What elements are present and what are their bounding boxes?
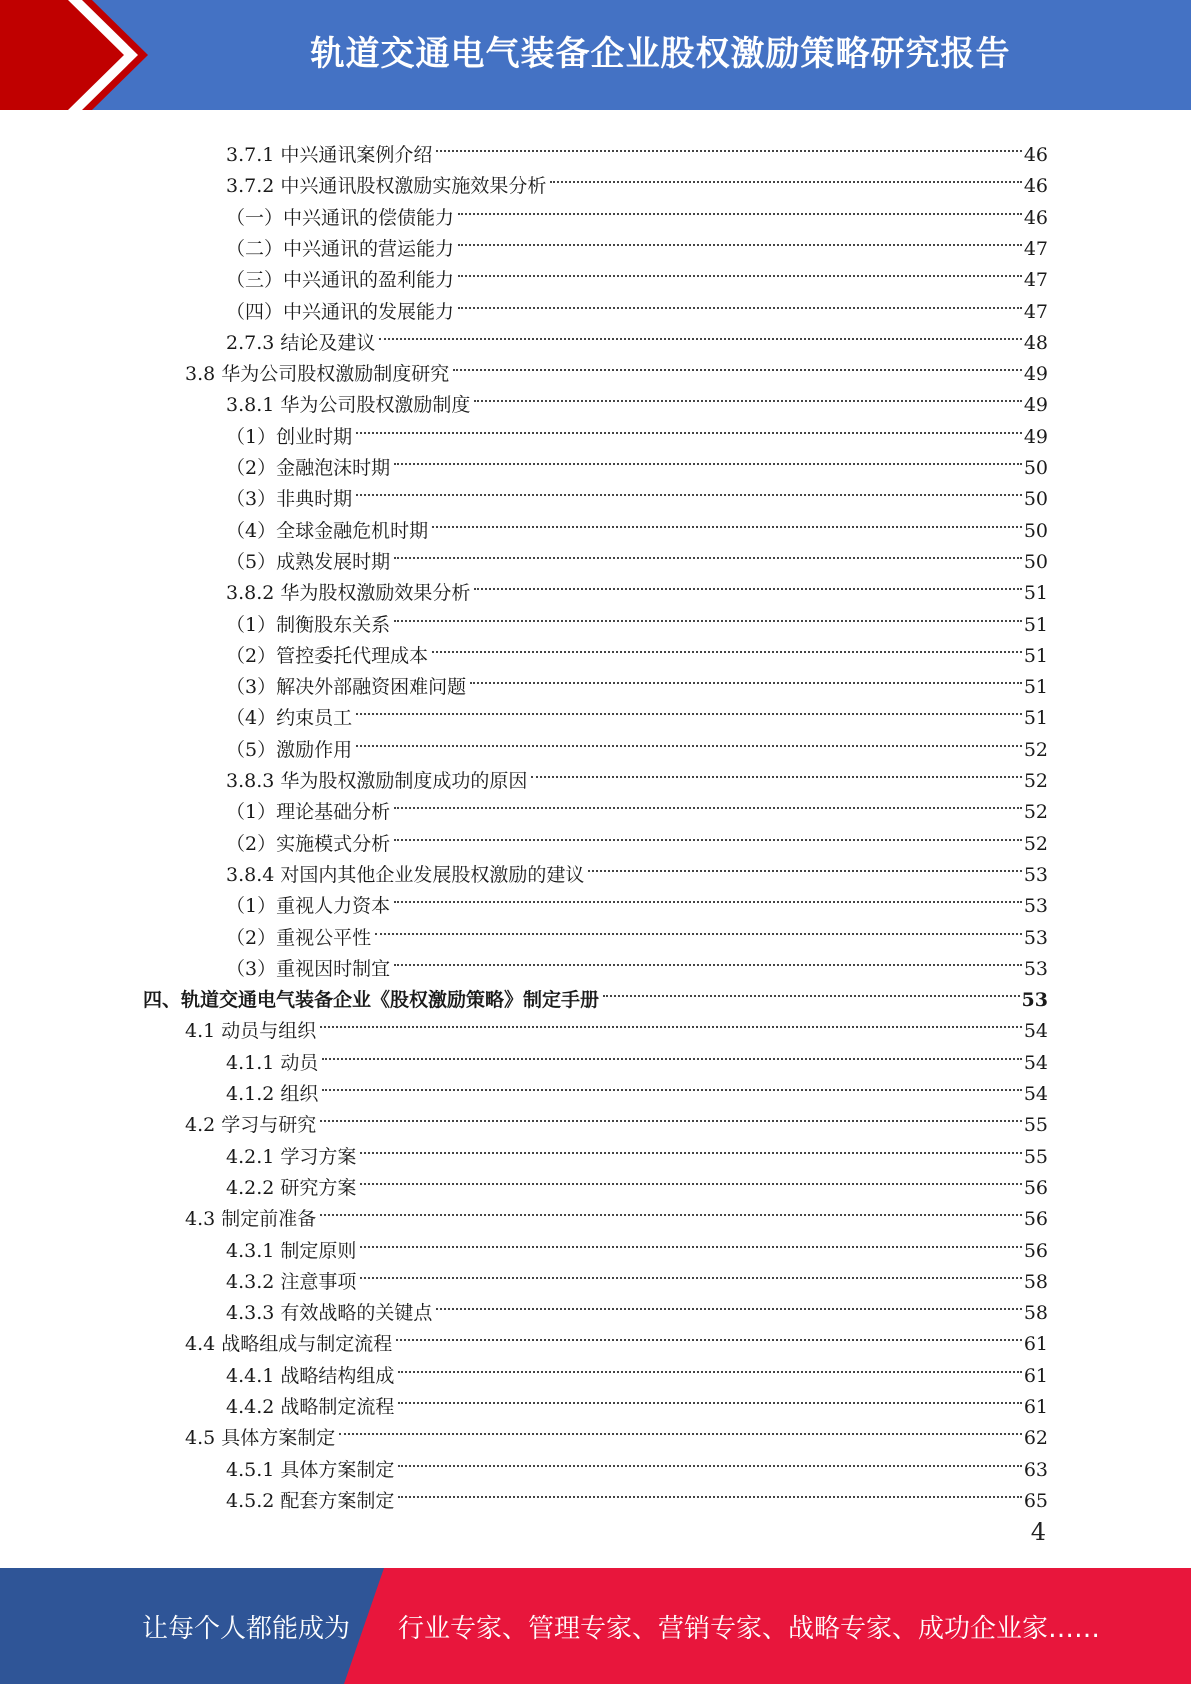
toc-entry-page: 63 xyxy=(1023,1458,1048,1481)
toc-entry-page: 56 xyxy=(1023,1239,1048,1262)
toc-entry-label: 4.1 动员与组织 xyxy=(185,1020,317,1043)
dot-leader xyxy=(436,1277,1021,1310)
dot-leader xyxy=(396,1308,1022,1341)
toc-entry-page: 49 xyxy=(1023,363,1048,386)
toc-entry-label: 3.8.1 华为公司股权激励制度 xyxy=(226,394,471,417)
toc-entry-label: 4.3 制定前准备 xyxy=(185,1208,317,1231)
toc-entry-page: 52 xyxy=(1023,801,1048,824)
toc-entry-label: （3）重视因时制宜 xyxy=(226,957,391,980)
dot-leader xyxy=(550,150,1021,183)
dot-leader xyxy=(458,244,1022,277)
toc-entry-label: 4.2.2 研究方案 xyxy=(226,1176,357,1199)
dot-leader xyxy=(398,1371,1021,1404)
toc-entry-page: 51 xyxy=(1023,707,1048,730)
dot-leader xyxy=(360,1152,1021,1185)
dot-leader xyxy=(531,745,1021,778)
toc-entry-page: 65 xyxy=(1023,1489,1048,1512)
page-number: 4 xyxy=(1030,1518,1046,1546)
toc-entry-label: 4.4.2 战略制定流程 xyxy=(226,1396,395,1418)
dot-leader xyxy=(394,808,1022,841)
dot-leader xyxy=(375,902,1022,935)
toc-entry-page: 61 xyxy=(1023,1364,1048,1387)
dot-leader xyxy=(379,307,1021,340)
toc-entry-page: 50 xyxy=(1023,550,1048,573)
toc-entry-label: 3.8.2 华为股权激励效果分析 xyxy=(226,582,471,605)
dot-leader xyxy=(458,182,1022,215)
dot-leader xyxy=(320,1183,1022,1216)
report-title: 轨道交通电气装备企业股权激励策略研究报告 xyxy=(310,34,1011,74)
toc-entry-label: （5）成熟发展时期 xyxy=(226,550,391,573)
toc-entry-page: 61 xyxy=(1023,1333,1048,1356)
footer-slogan-left: 让每个人都能成为 xyxy=(142,1614,351,1644)
toc-entry-page: 52 xyxy=(1023,832,1048,855)
toc-entry-page: 50 xyxy=(1023,457,1048,479)
toc-entry-label: （1）制衡股东关系 xyxy=(226,613,391,636)
toc-entry-page: 52 xyxy=(1023,738,1048,761)
toc-entry-page: 51 xyxy=(1023,644,1048,667)
toc-entry-label: （4）约束员工 xyxy=(226,707,353,730)
toc-entry-label: （2）重视公平性 xyxy=(226,926,372,949)
toc-entry-label: 4.2.1 学习方案 xyxy=(226,1145,357,1168)
toc-entry-label: 4.3.3 有效战略的关键点 xyxy=(226,1302,433,1325)
toc-entry-label: 4.1.1 动员 xyxy=(226,1051,319,1074)
dot-leader xyxy=(320,1089,1022,1122)
toc-entry-page: 53 xyxy=(1021,989,1048,1012)
dot-leader xyxy=(432,620,1022,653)
dot-leader xyxy=(356,401,1022,434)
dot-leader xyxy=(453,338,1022,371)
toc-entry-label: 4.2 学习与研究 xyxy=(185,1114,317,1137)
toc-entry-page: 61 xyxy=(1023,1396,1048,1418)
toc-entry-label: 2.7.3 结论及建议 xyxy=(226,331,376,354)
toc-entry-page: 54 xyxy=(1023,1020,1048,1043)
dot-leader xyxy=(436,119,1021,152)
toc-entry-page: 46 xyxy=(1023,206,1048,229)
toc-entry-page: 58 xyxy=(1023,1302,1048,1325)
toc-entry-label: 四、轨道交通电气装备企业《股权激励策略》制定手册 xyxy=(143,989,600,1012)
toc-entry-page: 48 xyxy=(1023,331,1048,354)
toc-entry-label: 3.8 华为公司股权激励制度研究 xyxy=(185,363,450,386)
dot-leader xyxy=(398,1465,1021,1498)
dot-leader xyxy=(394,776,1022,809)
dot-leader xyxy=(458,276,1022,309)
header-banner xyxy=(0,0,1191,110)
toc-entry-page: 56 xyxy=(1023,1208,1048,1231)
dot-leader xyxy=(458,213,1022,246)
dot-leader xyxy=(356,714,1022,747)
toc-entry-label: 4.5 具体方案制定 xyxy=(185,1427,336,1450)
toc-entry-page: 54 xyxy=(1023,1083,1048,1105)
dot-leader xyxy=(360,1246,1021,1279)
dot-leader xyxy=(394,589,1022,622)
toc-entry-page: 47 xyxy=(1023,300,1048,323)
toc-entry-page: 52 xyxy=(1023,770,1048,792)
toc-entry-label: 4.4 战略组成与制定流程 xyxy=(185,1333,393,1356)
toc-entry-label: 4.5.1 具体方案制定 xyxy=(226,1458,395,1481)
dot-leader xyxy=(322,1058,1021,1091)
toc-entry-label: 4.5.2 配套方案制定 xyxy=(226,1489,395,1512)
dot-leader xyxy=(356,682,1022,715)
dot-leader xyxy=(360,1215,1021,1248)
dot-leader xyxy=(432,495,1022,528)
dot-leader xyxy=(339,1402,1022,1435)
dot-leader xyxy=(320,995,1022,1028)
toc-entry-page: 58 xyxy=(1023,1270,1048,1293)
toc-entry-page: 55 xyxy=(1023,1145,1048,1168)
toc-entry-label: 3.8.4 对国内其他企业发展股权激励的建议 xyxy=(226,863,585,886)
toc-entry-page: 46 xyxy=(1023,175,1048,198)
toc-entry-page: 53 xyxy=(1023,863,1048,886)
toc-entry-page: 54 xyxy=(1023,1051,1048,1074)
chevron-decoration xyxy=(0,0,170,110)
toc-entry-page: 49 xyxy=(1023,394,1048,417)
dot-leader xyxy=(356,463,1022,496)
toc-entry-label: （3）非典时期 xyxy=(226,488,353,511)
dot-leader xyxy=(394,526,1022,559)
toc-entry-label: 4.3.1 制定原则 xyxy=(226,1239,357,1262)
dot-leader xyxy=(394,870,1022,903)
dot-leader xyxy=(398,1434,1021,1467)
toc-entry-page: 51 xyxy=(1023,582,1048,605)
toc-entry-label: 4.4.1 战略结构组成 xyxy=(226,1364,395,1387)
toc-entry-label: （4）全球金融危机时期 xyxy=(226,519,429,542)
toc-entry-page: 50 xyxy=(1023,488,1048,511)
dot-leader xyxy=(474,557,1021,590)
toc-entry-page: 53 xyxy=(1023,957,1048,980)
toc-entry-label: （三）中兴通讯的盈利能力 xyxy=(226,269,455,292)
toc-entry-page: 55 xyxy=(1023,1114,1048,1137)
toc-entry-label: （1）理论基础分析 xyxy=(226,801,391,824)
toc-entry-label: （1）重视人力资本 xyxy=(226,895,391,918)
footer-banner xyxy=(0,1568,1191,1684)
toc-entry-label: （2）金融泡沫时期 xyxy=(226,457,391,479)
toc-entry-label: 3.7.1 中兴通讯案例介绍 xyxy=(226,144,433,166)
toc-entry-page: 53 xyxy=(1023,926,1048,949)
dot-leader xyxy=(470,651,1022,684)
toc-entry-page: 53 xyxy=(1023,895,1048,918)
toc-entry-label: （1）创业时期 xyxy=(226,425,353,448)
toc-entry-label: （2）实施模式分析 xyxy=(226,832,391,855)
dot-leader xyxy=(322,1027,1021,1060)
toc-entry-label: 4.1.2 组织 xyxy=(226,1083,319,1105)
toc-entry-label: （一）中兴通讯的偿债能力 xyxy=(226,206,455,229)
toc-entry-label: （四）中兴通讯的发展能力 xyxy=(226,300,455,323)
dot-leader xyxy=(394,432,1022,465)
dot-leader xyxy=(398,1340,1021,1373)
toc-entry-page: 51 xyxy=(1023,676,1048,699)
toc-entry-page: 47 xyxy=(1023,237,1048,260)
toc-entry-page: 56 xyxy=(1023,1176,1048,1199)
toc-entry-label: 4.3.2 注意事项 xyxy=(226,1270,357,1293)
toc-entry-page: 51 xyxy=(1023,613,1048,636)
toc-entry-page: 47 xyxy=(1023,269,1048,292)
footer-slogan-right: 行业专家、管理专家、营销专家、战略专家、成功企业家…… xyxy=(398,1614,1101,1644)
toc-entry-label: （2）管控委托代理成本 xyxy=(226,644,429,667)
toc-entry-page: 46 xyxy=(1023,144,1048,166)
dot-leader xyxy=(603,964,1020,997)
dot-leader xyxy=(588,839,1021,872)
toc-entry-page: 49 xyxy=(1023,425,1048,448)
toc-entry-page: 50 xyxy=(1023,519,1048,542)
toc-entry-label: 3.8.3 华为股权激励制度成功的原因 xyxy=(226,770,528,792)
dot-leader xyxy=(474,369,1021,402)
toc-entry-page: 62 xyxy=(1023,1427,1048,1450)
toc-entry-label: （5）激励作用 xyxy=(226,738,353,761)
toc-entry[interactable] xyxy=(226,1474,1048,1512)
dot-leader xyxy=(394,933,1022,966)
toc-entry-label: （二）中兴通讯的营运能力 xyxy=(226,237,455,260)
dot-leader xyxy=(360,1121,1021,1154)
toc-entry-label: 3.7.2 中兴通讯股权激励实施效果分析 xyxy=(226,175,547,198)
toc-entry-label: （3）解决外部融资困难问题 xyxy=(226,676,467,699)
